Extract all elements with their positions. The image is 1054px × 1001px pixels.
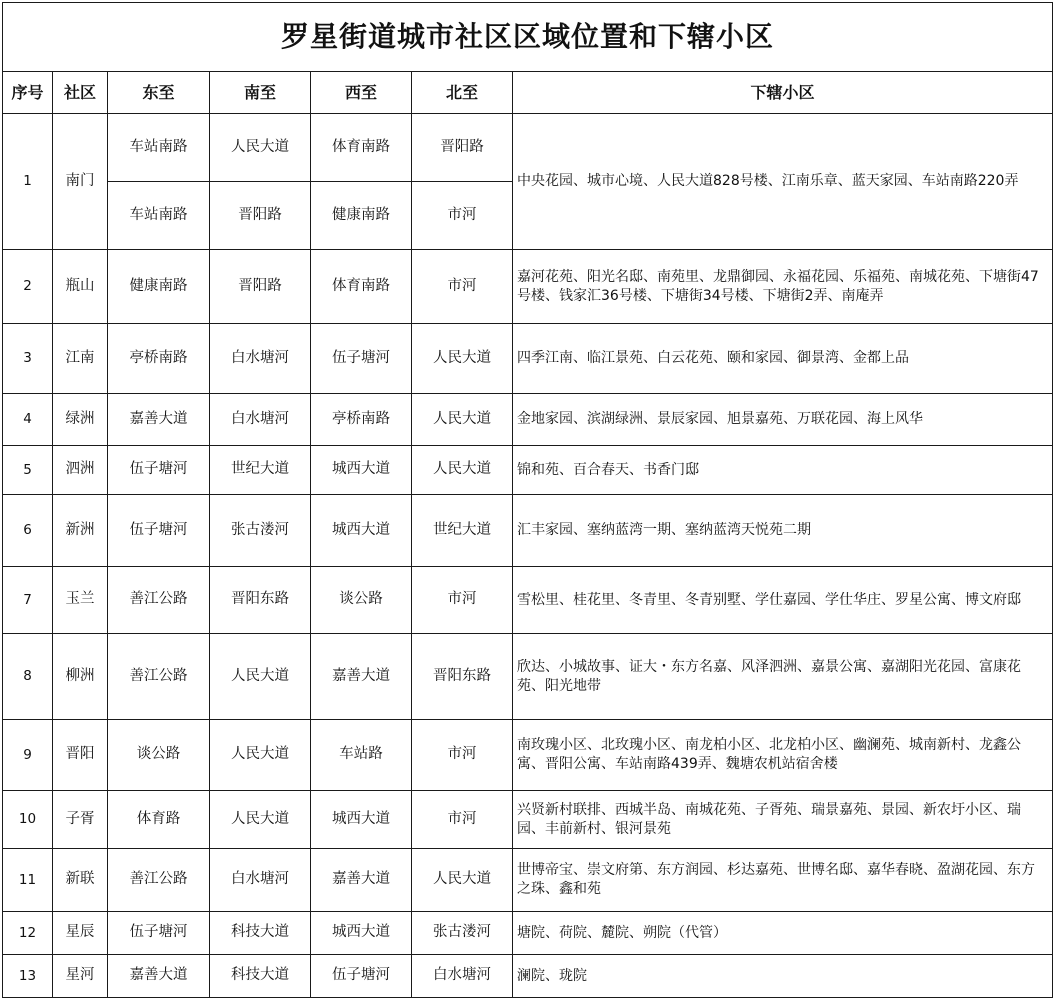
header-index: 序号: [3, 72, 53, 114]
row-west: 城西大道: [311, 912, 412, 955]
row-index: 7: [3, 567, 53, 634]
row-index: 3: [3, 324, 53, 394]
header-west: 西至: [311, 72, 412, 114]
table-row: [3, 324, 1053, 394]
table-row: [3, 114, 1053, 182]
row-index: 13: [3, 955, 53, 998]
row-south: 晋阳路: [210, 182, 311, 250]
row-east: 亭桥南路: [108, 324, 210, 394]
row-index: 6: [3, 495, 53, 567]
row-community: 新联: [53, 849, 108, 912]
row-community: 瓶山: [53, 250, 108, 324]
row-north: 人民大道: [412, 446, 513, 495]
row-estates: 金地家园、滨湖绿洲、景辰家园、旭景嘉苑、万联花园、海上风华: [513, 394, 1053, 446]
row-north: 市河: [412, 791, 513, 849]
row-index: 12: [3, 912, 53, 955]
row-index: 11: [3, 849, 53, 912]
row-north: 人民大道: [412, 849, 513, 912]
row-south: 人民大道: [210, 634, 311, 720]
row-community: 星辰: [53, 912, 108, 955]
row-west: 体育南路: [311, 250, 412, 324]
table-row: [3, 634, 1053, 720]
row-estates: 四季江南、临江景苑、白云花苑、颐和家园、御景湾、金都上品: [513, 324, 1053, 394]
row-south: 人民大道: [210, 114, 311, 182]
row-index: 4: [3, 394, 53, 446]
community-table: [2, 2, 1053, 998]
row-east: 伍子塘河: [108, 495, 210, 567]
row-west: 亭桥南路: [311, 394, 412, 446]
table-row: [3, 446, 1053, 495]
row-community: 子胥: [53, 791, 108, 849]
table-row: [3, 394, 1053, 446]
table-row: [3, 791, 1053, 849]
header-north: 北至: [412, 72, 513, 114]
row-west: 健康南路: [311, 182, 412, 250]
row-estates: 澜院、珑院: [513, 955, 1053, 998]
table-row: [3, 720, 1053, 791]
table-row: [3, 955, 1053, 998]
row-north: 晋阳路: [412, 114, 513, 182]
row-south: 张古溇河: [210, 495, 311, 567]
row-index: 2: [3, 250, 53, 324]
row-estates: 汇丰家园、塞纳蓝湾一期、塞纳蓝湾天悦苑二期: [513, 495, 1053, 567]
row-community: 星河: [53, 955, 108, 998]
row-estates: 兴贤新村联排、西城半岛、南城花苑、子胥苑、瑞景嘉苑、景园、新农圩小区、瑞园、丰前新村、银河景苑: [513, 791, 1053, 849]
row-west: 嘉善大道: [311, 634, 412, 720]
row-south: 科技大道: [210, 912, 311, 955]
row-west: 城西大道: [311, 495, 412, 567]
row-east: 车站南路: [108, 182, 210, 250]
row-south: 晋阳东路: [210, 567, 311, 634]
row-estates: 嘉河花苑、阳光名邸、南苑里、龙鼎御园、永福花园、乐福苑、南城花苑、下塘街47号楼、钱家汇36号楼、下塘街34号楼、下塘街2弄、南庵弄: [513, 250, 1053, 324]
table-row: [3, 849, 1053, 912]
row-community: 晋阳: [53, 720, 108, 791]
row-north: 白水塘河: [412, 955, 513, 998]
row-index: 10: [3, 791, 53, 849]
header-south: 南至: [210, 72, 311, 114]
row-north: 晋阳东路: [412, 634, 513, 720]
row-east: 健康南路: [108, 250, 210, 324]
row-north: 市河: [412, 567, 513, 634]
row-community: 玉兰: [53, 567, 108, 634]
table-row: [3, 250, 1053, 324]
row-west: 体育南路: [311, 114, 412, 182]
row-estates: 中央花园、城市心境、人民大道828号楼、江南乐章、蓝天家园、车站南路220弄: [513, 114, 1053, 250]
row-index: 8: [3, 634, 53, 720]
row-west: 伍子塘河: [311, 324, 412, 394]
row-north: 张古溇河: [412, 912, 513, 955]
row-estates: 锦和苑、百合春天、书香门邸: [513, 446, 1053, 495]
row-south: 白水塘河: [210, 324, 311, 394]
row-estates: 南玫瑰小区、北玫瑰小区、南龙柏小区、北龙柏小区、幽澜苑、城南新村、龙鑫公寓、晋阳公寓、车站南路439弄、魏塘农机站宿舍楼: [513, 720, 1053, 791]
row-west: 城西大道: [311, 446, 412, 495]
table-row: [3, 567, 1053, 634]
row-north: 市河: [412, 250, 513, 324]
row-estates: 欣达、小城故事、证大・东方名嘉、风泽泗洲、嘉景公寓、嘉湖阳光花园、富康花苑、阳光地带: [513, 634, 1053, 720]
row-community: 柳洲: [53, 634, 108, 720]
row-east: 善江公路: [108, 567, 210, 634]
row-east: 车站南路: [108, 114, 210, 182]
row-east: 善江公路: [108, 849, 210, 912]
row-east: 嘉善大道: [108, 955, 210, 998]
row-north: 人民大道: [412, 324, 513, 394]
table-row: [3, 912, 1053, 955]
row-community: 南门: [53, 114, 108, 250]
row-index: 1: [3, 114, 53, 250]
table-title: 罗星街道城市社区区域位置和下辖小区: [3, 3, 1053, 72]
row-north: 世纪大道: [412, 495, 513, 567]
row-community: 江南: [53, 324, 108, 394]
header-estates: 下辖小区: [513, 72, 1053, 114]
row-south: 世纪大道: [210, 446, 311, 495]
row-south: 晋阳路: [210, 250, 311, 324]
row-index: 5: [3, 446, 53, 495]
row-east: 谈公路: [108, 720, 210, 791]
row-west: 谈公路: [311, 567, 412, 634]
row-east: 体育路: [108, 791, 210, 849]
row-south: 科技大道: [210, 955, 311, 998]
header-community: 社区: [53, 72, 108, 114]
row-south: 人民大道: [210, 720, 311, 791]
title-row: [3, 3, 1053, 72]
row-north: 人民大道: [412, 394, 513, 446]
row-estates: 世博帝宝、崇文府第、东方润园、杉达嘉苑、世博名邸、嘉华春晓、盈湖花园、东方之珠、鑫和苑: [513, 849, 1053, 912]
row-south: 白水塘河: [210, 849, 311, 912]
row-north: 市河: [412, 720, 513, 791]
row-west: 伍子塘河: [311, 955, 412, 998]
row-east: 伍子塘河: [108, 912, 210, 955]
row-east: 伍子塘河: [108, 446, 210, 495]
row-east: 善江公路: [108, 634, 210, 720]
row-community: 绿洲: [53, 394, 108, 446]
row-estates: 雪松里、桂花里、冬青里、冬青别墅、学仕嘉园、学仕华庄、罗星公寓、博文府邸: [513, 567, 1053, 634]
row-west: 城西大道: [311, 791, 412, 849]
row-estates: 塘院、荷院、麓院、朔院（代管）: [513, 912, 1053, 955]
row-west: 车站路: [311, 720, 412, 791]
row-east: 嘉善大道: [108, 394, 210, 446]
row-west: 嘉善大道: [311, 849, 412, 912]
row-community: 新洲: [53, 495, 108, 567]
table-row: [3, 495, 1053, 567]
row-north: 市河: [412, 182, 513, 250]
header-row: [3, 72, 1053, 114]
row-south: 人民大道: [210, 791, 311, 849]
row-index: 9: [3, 720, 53, 791]
row-community: 泗洲: [53, 446, 108, 495]
row-south: 白水塘河: [210, 394, 311, 446]
header-east: 东至: [108, 72, 210, 114]
